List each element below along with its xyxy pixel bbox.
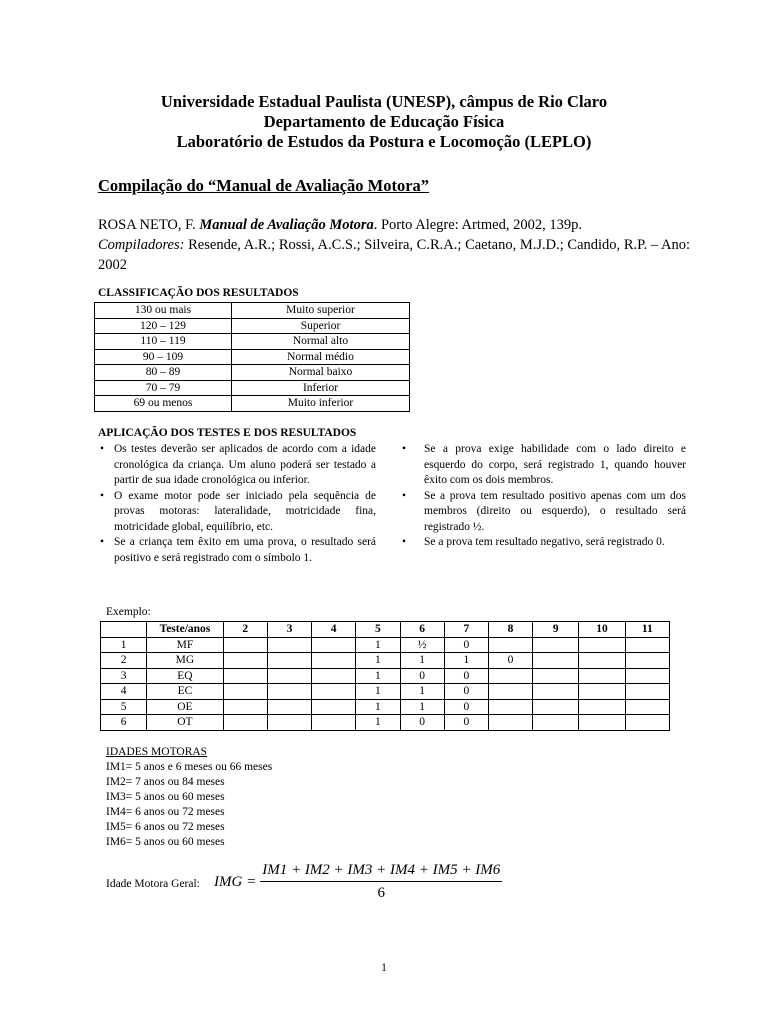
- example-row: [101, 653, 670, 669]
- example-cell: MG: [147, 653, 223, 669]
- example-row: [101, 684, 670, 700]
- classification-table: [94, 302, 410, 412]
- example-cell: EC: [147, 684, 223, 700]
- example-cell: [312, 684, 356, 700]
- classification-cell: Muito superior: [232, 303, 410, 319]
- example-cell: [312, 715, 356, 731]
- example-header-cell: 4: [312, 622, 356, 638]
- example-cell: [579, 715, 625, 731]
- example-cell: [267, 653, 311, 669]
- score-range-cell: 120 – 129: [95, 318, 232, 334]
- header-laboratory: Laboratório de Estudos da Postura e Locomoção (LEPLO): [176, 132, 592, 151]
- example-cell: 1: [101, 637, 147, 653]
- example-header-cell: [101, 622, 147, 638]
- example-header-cell: Teste/anos: [147, 622, 223, 638]
- example-cell: OT: [147, 715, 223, 731]
- application-title: APLICAÇÃO DOS TESTES E DOS RESULTADOS: [98, 427, 357, 439]
- bullet-item: • Se a criança tem êxito em uma prova, o resultado será positivo e será registrado com o símbolo 1.: [98, 535, 376, 566]
- classification-title: CLASSIFICAÇÃO DOS RESULTADOS: [98, 287, 299, 299]
- example-cell: [488, 699, 532, 715]
- bullet-item: • Os testes deverão ser aplicados de acordo com a idade cronológica da criança. Um aluno poderá ser testado a partir de sua idade cronológica ou inferior.: [98, 442, 376, 489]
- bullet-item: • Se a prova tem resultado negativo, será registrado 0.: [402, 535, 686, 551]
- score-range-cell: 130 ou mais: [95, 303, 232, 319]
- example-header-cell: 10: [579, 622, 625, 638]
- example-cell: [579, 653, 625, 669]
- example-header-cell: 7: [444, 622, 488, 638]
- classification-cell: Superior: [232, 318, 410, 334]
- classification-cell: Normal médio: [232, 349, 410, 365]
- example-cell: [533, 699, 579, 715]
- example-cell: 1: [356, 699, 400, 715]
- classification-cell: Inferior: [232, 380, 410, 396]
- example-cell: 0: [444, 668, 488, 684]
- example-cell: [579, 699, 625, 715]
- example-cell: [625, 653, 669, 669]
- example-cell: 0: [444, 637, 488, 653]
- classification-row: [95, 365, 410, 381]
- example-cell: 5: [101, 699, 147, 715]
- example-cell: EQ: [147, 668, 223, 684]
- example-table: [100, 621, 670, 731]
- example-header-cell: 5: [356, 622, 400, 638]
- application-right-column: [402, 442, 686, 551]
- example-cell: [579, 637, 625, 653]
- bullet-item: • Se a prova exige habilidade com o lado direito e esquerdo do corpo, será registrado 1, quando houver êxito com os dois membros.: [402, 442, 686, 489]
- score-range-cell: 90 – 109: [95, 349, 232, 365]
- example-cell: MF: [147, 637, 223, 653]
- motor-ages-title: IDADES MOTORAS: [106, 746, 208, 758]
- example-cell: [488, 715, 532, 731]
- application-left-column: [98, 442, 376, 566]
- example-header-cell: 9: [533, 622, 579, 638]
- classification-cell: Normal baixo: [232, 365, 410, 381]
- example-cell: [267, 637, 311, 653]
- classification-cell: Muito inferior: [232, 396, 410, 412]
- example-cell: [267, 715, 311, 731]
- example-label: Exemplo:: [106, 606, 151, 618]
- example-header-cell: 2: [223, 622, 267, 638]
- example-cell: 4: [101, 684, 147, 700]
- example-cell: [312, 653, 356, 669]
- example-cell: [267, 668, 311, 684]
- example-cell: [625, 684, 669, 700]
- example-cell: [533, 715, 579, 731]
- reference-block: [98, 215, 690, 275]
- classification-row: [95, 396, 410, 412]
- example-cell: [267, 699, 311, 715]
- example-cell: 0: [400, 668, 444, 684]
- example-header-cell: 3: [267, 622, 311, 638]
- example-cell: [625, 668, 669, 684]
- formula-denominator: 6: [377, 885, 385, 901]
- score-range-cell: 69 ou menos: [95, 396, 232, 412]
- example-row: [101, 668, 670, 684]
- example-cell: [533, 684, 579, 700]
- example-cell: [312, 668, 356, 684]
- compilers-list: Resende, A.R.; Rossi, A.C.S.; Silveira, C.R.A.; Caetano, M.J.D.; Candido, R.P. – Ano: 2002: [98, 237, 690, 273]
- example-cell: 1: [356, 653, 400, 669]
- score-range-cell: 110 – 119: [95, 334, 232, 350]
- example-cell: [488, 637, 532, 653]
- example-cell: 0: [444, 699, 488, 715]
- example-cell: [533, 653, 579, 669]
- example-cell: 0: [400, 715, 444, 731]
- example-cell: [579, 668, 625, 684]
- example-header-cell: 6: [400, 622, 444, 638]
- example-cell: [312, 699, 356, 715]
- motor-age-item: IM4= 6 anos ou 72 meses: [106, 806, 225, 818]
- formula-lhs: IMG =: [214, 873, 257, 890]
- compilers-label: Compiladores:: [98, 237, 185, 253]
- example-row: [101, 699, 670, 715]
- example-cell: [223, 668, 267, 684]
- example-cell: 1: [400, 699, 444, 715]
- example-cell: [223, 715, 267, 731]
- example-cell: [223, 684, 267, 700]
- example-cell: [488, 668, 532, 684]
- classification-cell: Normal alto: [232, 334, 410, 350]
- example-cell: [223, 637, 267, 653]
- example-cell: 1: [356, 637, 400, 653]
- header-university: Universidade Estadual Paulista (UNESP), câmpus de Rio Claro: [160, 92, 608, 111]
- example-cell: [579, 684, 625, 700]
- example-cell: [625, 699, 669, 715]
- score-range-cell: 80 – 89: [95, 365, 232, 381]
- example-cell: 2: [101, 653, 147, 669]
- example-cell: 1: [400, 684, 444, 700]
- reference-book-title: Manual de Avaliação Motora: [199, 217, 374, 233]
- document-header: [0, 92, 768, 152]
- example-cell: 0: [444, 684, 488, 700]
- classification-row: [95, 380, 410, 396]
- example-cell: [312, 637, 356, 653]
- classification-row: [95, 318, 410, 334]
- example-row: [101, 715, 670, 731]
- motor-age-item: IM6= 5 anos ou 60 meses: [106, 836, 225, 848]
- reference-author: ROSA NETO, F.: [98, 217, 200, 233]
- formula-numerator: IM1 + IM2 + IM3 + IM4 + IM5 + IM6: [260, 862, 502, 882]
- motor-age-item: IM3= 5 anos ou 60 meses: [106, 791, 225, 803]
- example-cell: [223, 653, 267, 669]
- example-cell: 6: [101, 715, 147, 731]
- motor-age-item: IM2= 7 anos ou 84 meses: [106, 776, 225, 788]
- classification-row: [95, 349, 410, 365]
- example-cell: [533, 637, 579, 653]
- example-cell: [533, 668, 579, 684]
- bullet-item: • O exame motor pode ser iniciado pela sequência de provas motoras: lateralidade, motricidade fina, motricidade global, equilíbrio, etc.: [98, 489, 376, 536]
- example-cell: OE: [147, 699, 223, 715]
- example-cell: 3: [101, 668, 147, 684]
- formula: [214, 862, 502, 902]
- example-cell: [488, 684, 532, 700]
- example-cell: 1: [356, 668, 400, 684]
- formula-label: Idade Motora Geral:: [106, 878, 200, 890]
- reference-publisher: . Porto Alegre: Artmed, 2002, 139p.: [373, 217, 582, 233]
- page-number: 1: [381, 962, 387, 974]
- example-cell: 1: [444, 653, 488, 669]
- example-header-cell: 11: [625, 622, 669, 638]
- header-department: Departamento de Educação Física: [263, 112, 505, 131]
- motor-age-item: IM1= 5 anos e 6 meses ou 66 meses: [106, 761, 273, 773]
- example-cell: [223, 699, 267, 715]
- motor-age-item: IM5= 6 anos ou 72 meses: [106, 821, 225, 833]
- example-cell: [625, 637, 669, 653]
- document-title: Compilação do “Manual de Avaliação Motora”: [98, 176, 430, 195]
- example-cell: [625, 715, 669, 731]
- example-cell: ½: [400, 637, 444, 653]
- bullet-item: • Se a prova tem resultado positivo apenas com um dos membros (direito ou esquerdo), o resultado será registrado ½.: [402, 489, 686, 536]
- example-cell: 1: [356, 715, 400, 731]
- motor-ages-block: [106, 745, 272, 850]
- classification-row: [95, 334, 410, 350]
- example-header-cell: 8: [488, 622, 532, 638]
- example-row: [101, 637, 670, 653]
- formula-fraction: [260, 862, 502, 902]
- example-cell: 1: [356, 684, 400, 700]
- score-range-cell: 70 – 79: [95, 380, 232, 396]
- example-cell: 0: [444, 715, 488, 731]
- classification-row: [95, 303, 410, 319]
- example-cell: 1: [400, 653, 444, 669]
- example-cell: [267, 684, 311, 700]
- example-cell: 0: [488, 653, 532, 669]
